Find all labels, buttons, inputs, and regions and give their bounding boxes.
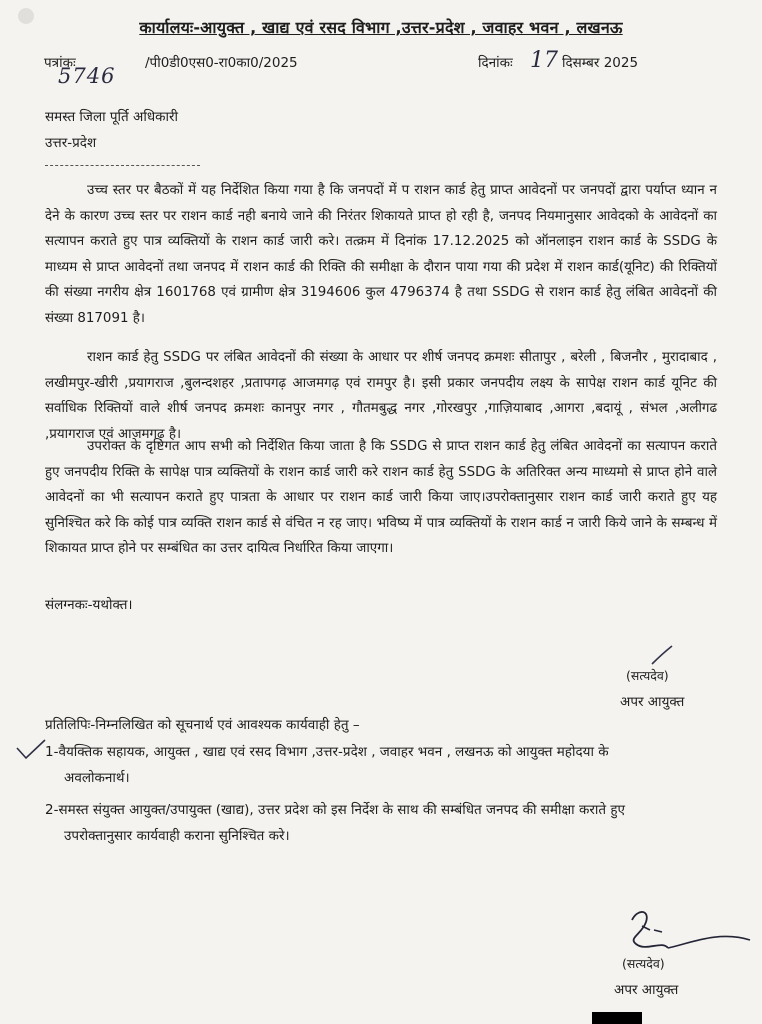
copy-item-2-line-1: 2-समस्त संयुक्त आयुक्त/उपायुक्त (खाद्य), उत्तर प्रदेश को इस निर्देश के साथ की सम्बंधित जनपद की समीक्षा कराते हुए: [45, 802, 625, 818]
signatory-designation-2: अपर आयुक्त: [614, 982, 679, 998]
body-paragraph-3: उपरोक्त के दृष्टिगत आप सभी को निर्देशित किया जाता है कि SSDG से प्राप्त राशन कार्ड हेतु लंबित आवेदनों का सत्यापन कराते हुए जनपदीय रिक्ति के सापेक्ष पात्र व्यक्तियों के राशन कार्ड जारी करे राशन कार्ड हेतु SSDG के अतिरिक्त अन्य माध्यमो से प्राप्त होने वाले आवेदनों का भी सत्यापन कराते हुए पात्रता के आधार पर राशन कार्ड जारी किया जाए।उपरोक्तानुसार राशन कार्ड जारी कराते हुए यह सुनिश्चित करे कि कोई पात्र व्यक्ति राशन कार्ड से वंचित न रह जाए। भविष्य में पात्र व्यक्तियों के राशन कार्ड न जारी किये जाने के सम्बन्ध में शिकायत प्राप्त होने पर सम्बंधित का उत्तर दायित्व निर्धारित किया जाएगा।: [45, 439, 717, 557]
date-day-handwritten: 17: [530, 48, 558, 73]
copy-item-2-line-2: उपरोक्तानुसार कार्यवाही कराना सुनिश्चित करे।: [64, 828, 290, 844]
signatory-name-1: (सत्यदेव): [626, 668, 669, 683]
divider-line: [45, 165, 200, 166]
office-header: कार्यालयः-आयुक्त , खाद्य एवं रसद विभाग ,उत्तर-प्रदेश , जवाहर भवन , लखनऊ: [139, 18, 623, 37]
copy-item-1-line-2: अवलोकनार्थ।: [64, 770, 130, 786]
tick-mark: [14, 738, 48, 762]
signatory-name-2: (सत्यदेव): [622, 956, 665, 971]
body-paragraph-2: राशन कार्ड हेतु SSDG पर लंबित आवेदनों की संख्या के आधार पर शीर्ष जनपद क्रमशः सीतापुर , बरेली , बिजनौर , मुरादाबाद , लखीमपुर-खीरी ,प्रयागराज ,बुलन्दशहर ,प्रतापगढ़ आजमगढ़ एवं रामपुर है। इसी प्रकार जनपदीय लक्ष्य के सापेक्ष राशन कार्ड यूनिट की सर्वाधिक रिक्तियों वाले शीर्ष जनपद क्रमशः कानपुर नगर , गौतमबुद्ध नगर ,गोरखपुर ,गाज़ियाबाद ,आगरा ,बदायूं , संभल ,अलीगढ ,प्रयागराज एवं आजमगढ़ है।: [45, 350, 717, 442]
copy-heading: प्रतिलिपिः-निम्नलिखित को सूचनार्थ एवं आवश्यक कार्यवाही हेतु –: [45, 717, 360, 733]
copy-item-1-line-1: 1-वैयक्तिक सहायक, आयुक्त , खाद्य एवं रसद विभाग ,उत्तर-प्रदेश , जवाहर भवन , लखनऊ को आयुक्त महोदया के: [45, 744, 609, 760]
date-month-year: दिसम्बर 2025: [562, 55, 639, 71]
addressee-line-2: उत्तर-प्रदेश: [45, 135, 97, 151]
date-label: दिनांकः: [478, 55, 513, 71]
body-paragraph-1: उच्च स्तर पर बैठकों में यह निर्देशित किया गया है कि जनपदों में प राशन कार्ड हेतु प्राप्त आवेदनों पर जनपदों द्वारा पर्याप्त ध्यान न देने के कारण उच्च स्तर पर राशन कार्ड नही बनाये जाने की निरंतर शिकायते प्राप्त हो रही है, जनपद नियमानुसार आवेदको के आवेदनों का सत्यापन कराते हुए पात्र व्यक्तियों के राशन कार्ड जारी करे। तत्क्रम में दिनांक 17.12.2025 को ऑनलाइन राशन कार्ड के SSDG के माध्यम से प्राप्त आवेदनों तथा जनपद में राशन कार्ड की रिक्ति की समीक्षा के दौरान पाया गया की प्रदेश में राशन कार्ड(यूनिट) की रिक्तियों की संख्या नगरीय क्षेत्र 1601768 एवं ग्रामीण क्षेत्र 3194606 कुल 4796374 है तथा SSDG से राशन कार्ड हेतु लंबित आवेदनों की संख्या 817091 है।: [45, 183, 717, 326]
reference-number-handwritten: 5746: [58, 64, 116, 88]
addressee-line-1: समस्त जिला पूर्ति अधिकारी: [45, 109, 179, 125]
reference-code: /पी0डी0एस0-रा0का0/2025: [145, 55, 298, 71]
signatory-designation-1: अपर आयुक्त: [620, 694, 685, 710]
reference-label: पत्रांकः: [44, 55, 76, 71]
scan-artifact: [592, 1012, 642, 1024]
enclosure-note: संलग्नकः-यथोक्त।: [45, 597, 133, 613]
